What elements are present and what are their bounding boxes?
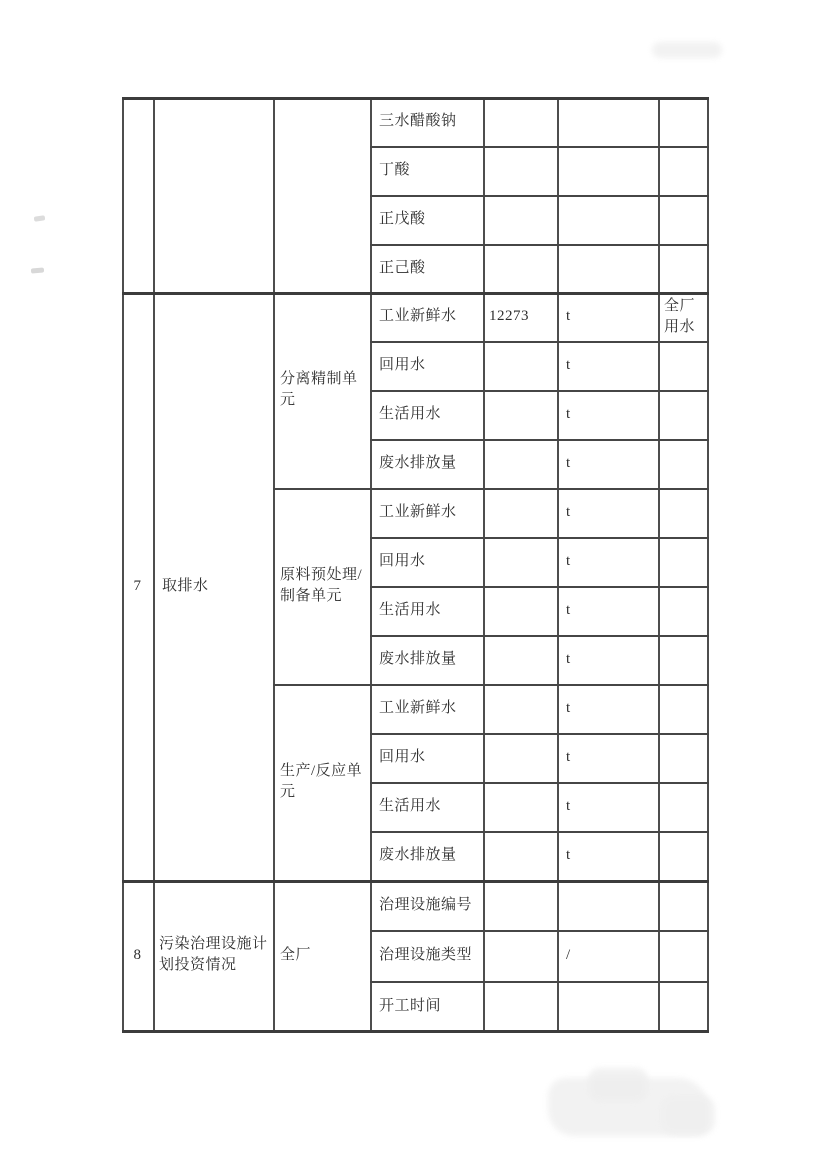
item-label: 废水排放量 (379, 455, 457, 471)
cell-item (372, 392, 480, 437)
cell-item (372, 686, 480, 731)
cell-item (372, 294, 480, 339)
cell-unit (560, 686, 654, 731)
cell-unit (560, 588, 654, 633)
unit-text: t (566, 357, 571, 373)
unit-text: t (566, 651, 571, 667)
cell-item (372, 246, 480, 290)
item-label: 生活用水 (379, 406, 442, 422)
unit-text: t (566, 602, 571, 618)
cell-unit-group (276, 490, 368, 682)
cell-item (372, 784, 480, 829)
cell-unit (560, 392, 654, 437)
value-text: 12273 (489, 308, 529, 324)
cell-unit (560, 441, 654, 486)
unit-text: t (566, 749, 571, 765)
item-label: 工业新鲜水 (379, 504, 457, 520)
cell-section-number (124, 292, 151, 880)
cell-item (372, 882, 480, 928)
cell-item (372, 637, 480, 682)
cell-unit (560, 490, 654, 535)
cell-remark (660, 294, 706, 339)
unit-text: t (566, 406, 571, 422)
cell-unit (560, 294, 654, 339)
item-label: 回用水 (379, 553, 426, 569)
scan-artifact (548, 1078, 708, 1136)
unit-text: t (566, 553, 571, 569)
scope-label: 全厂 (280, 946, 312, 963)
grid-line (153, 97, 155, 1033)
cell-item (372, 833, 480, 878)
scan-artifact (588, 1068, 648, 1102)
item-label: 三水醋酸钠 (379, 113, 457, 129)
unit-group-label: 原料预处理/制备单元 (280, 567, 363, 604)
cell-section-number (124, 880, 151, 1030)
cell-unit (560, 735, 654, 780)
cell-unit (560, 343, 654, 388)
item-label: 工业新鲜水 (379, 308, 457, 324)
cell-item (372, 197, 480, 242)
cell-section-title (156, 880, 270, 1030)
item-label: 回用水 (379, 749, 426, 765)
cell-section-title (156, 292, 270, 880)
scan-artifact (31, 267, 44, 273)
unit-text: t (566, 847, 571, 863)
scan-artifact (660, 1095, 715, 1135)
item-label: 废水排放量 (379, 651, 457, 667)
unit-group-label: 分离精制单元 (280, 371, 358, 408)
unit-text: t (566, 455, 571, 471)
scan-artifact (34, 215, 46, 221)
item-label: 开工时间 (379, 997, 442, 1014)
grid-line (707, 97, 709, 1033)
scan-artifact (652, 42, 722, 58)
unit-text: t (566, 308, 571, 324)
section-title: 取排水 (162, 577, 209, 594)
grid-line (483, 97, 485, 1033)
cell-unit (560, 833, 654, 878)
cell-item (372, 99, 480, 144)
item-label: 生活用水 (379, 798, 442, 814)
section-title: 污染治理设施计划投资情况 (159, 936, 268, 973)
cell-unit (560, 784, 654, 829)
unit-text: t (566, 504, 571, 520)
cell-item (372, 539, 480, 584)
cell-item (372, 343, 480, 388)
item-label: 废水排放量 (379, 847, 457, 863)
remark-text: 全厂用水 (664, 297, 696, 335)
cell-value (486, 294, 552, 339)
unit-text: / (566, 947, 571, 963)
cell-item (372, 983, 480, 1029)
item-label: 生活用水 (379, 602, 442, 618)
section-number: 8 (133, 946, 142, 963)
cell-unit-group (276, 294, 368, 486)
cell-item (372, 735, 480, 780)
cell-item (372, 148, 480, 193)
grid-line (658, 97, 660, 1033)
cell-unit (560, 932, 654, 979)
cell-item (372, 932, 480, 979)
cell-unit (560, 539, 654, 584)
cell-item (372, 490, 480, 535)
cell-item (372, 588, 480, 633)
section-number: 7 (133, 577, 142, 594)
item-label: 治理设施类型 (379, 947, 473, 963)
item-label: 正戊酸 (379, 211, 426, 227)
item-label: 丁酸 (379, 162, 411, 178)
cell-unit-group (276, 686, 368, 878)
item-label: 正己酸 (379, 259, 426, 276)
unit-group-label: 生产/反应单元 (280, 763, 363, 800)
cell-item (372, 441, 480, 486)
item-label: 回用水 (379, 357, 426, 373)
grid-line (557, 97, 559, 1033)
item-label: 治理设施编号 (379, 896, 473, 913)
cell-unit (560, 637, 654, 682)
item-label: 工业新鲜水 (379, 700, 457, 716)
cell-scope (276, 880, 368, 1030)
unit-text: t (566, 700, 571, 716)
grid-line (273, 97, 275, 1033)
grid-line (122, 1030, 709, 1033)
unit-text: t (566, 798, 571, 814)
